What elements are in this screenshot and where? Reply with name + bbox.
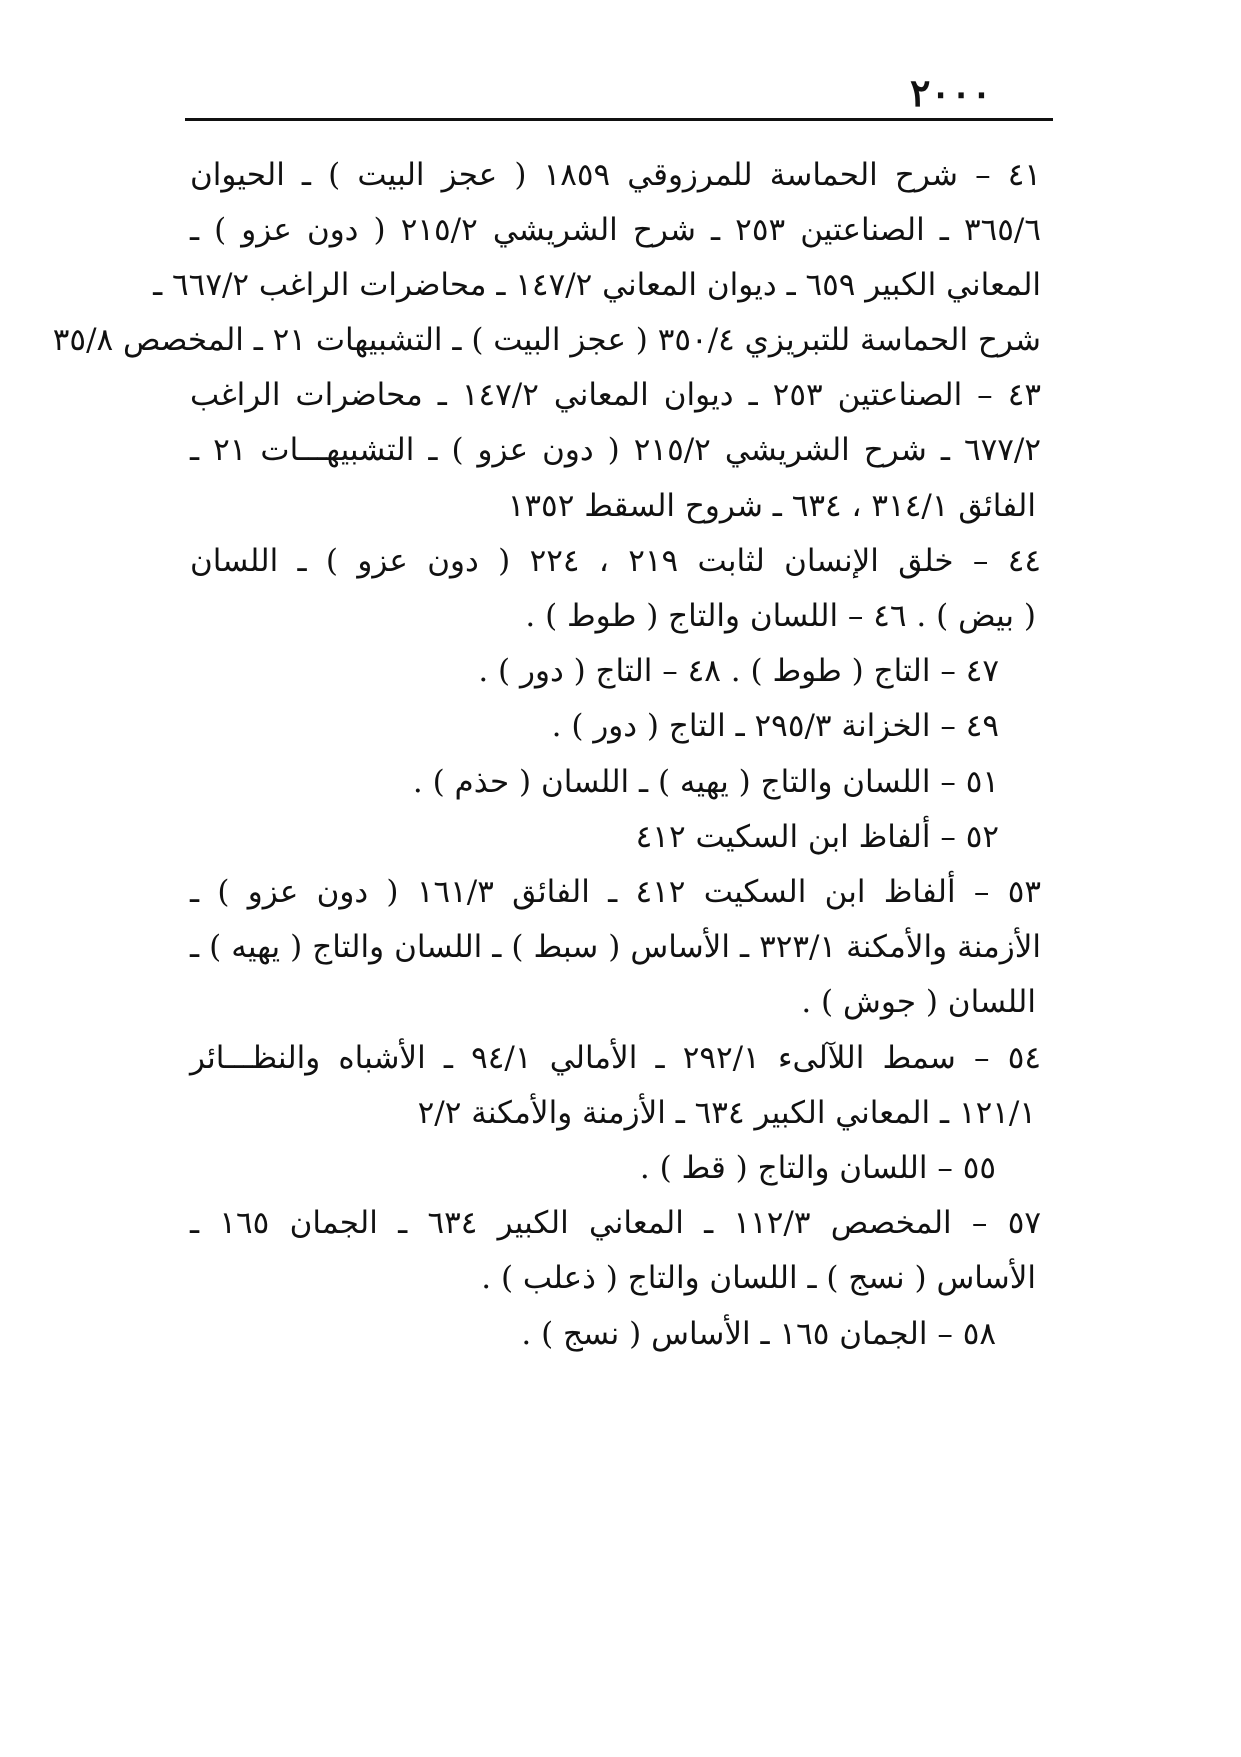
text-line: ٥٧ – المخصص ١١٢/٣ ـ المعاني الكبير ٦٣٤ ـ الجمان ١٦٥ ـ [190,1205,1042,1241]
text-line: ٥٣ – ألفاظ ابن السكيت ٤١٢ ـ الفائق ١٦١/٣ ( دون عزو ) ـ [190,874,1042,910]
text-line: ٥٨ – الجمان ١٦٥ ـ الأساس ( نسج ) . [521,1316,996,1352]
text-line: ( بيض ) . ٤٦ – اللسان والتاج ( طوط ) . [525,598,1036,634]
text-line: الأساس ( نسج ) ـ اللسان والتاج ( ذعلب ) . [481,1260,1036,1296]
text-line: ٤٧ – التاج ( طوط ) . ٤٨ – التاج ( دور ) . [478,653,999,689]
text-line: ٦٧٧/٢ ـ شرح الشريشي ٢١٥/٢ ( دون عزو ) ـ التشبيهـــات ٢١ ـ [190,432,1041,468]
text-line: ٥٤ – سمط اللآلىء ٢٩٢/١ ـ الأمالي ٩٤/١ ـ الأشباه والنظـــائر [190,1040,1041,1076]
text-line: اللسان ( جوش ) . [801,984,1036,1020]
text-line: ٤٩ – الخزانة ٢٩٥/٣ ـ التاج ( دور ) . [551,708,999,744]
text-line: الأزمنة والأمكنة ٣٢٣/١ ـ الأساس ( سبط ) ـ اللسان والتاج ( يهيه ) ـ [190,929,1041,965]
text-line: ٤٤ – خلق الإنسان لثابت ٢١٩ ، ٢٢٤ ( دون عزو ) ـ اللسان [190,543,1041,579]
text-line: المعاني الكبير ٦٥٩ ـ ديوان المعاني ١٤٧/٢ ـ محاضرات الراغب ٦٦٧/٢ ـ [153,267,1041,303]
text-line: ٥١ – اللسان والتاج ( يهيه ) ـ اللسان ( حذم ) . [412,764,999,800]
text-line: شرح الحماسة للتبريزي ٣٥٠/٤ ( عجز البيت ) ـ التشبيهات ٢١ ـ المخصص ٣٥/٨ [52,322,1041,358]
text-line: ٥٢ – ألفاظ ابن السكيت ٤١٢ [635,819,999,855]
text-line: ٤٣ – الصناعتين ٢٥٣ ـ ديوان المعاني ١٤٧/٢ ـ محاضرات الراغب [190,377,1042,413]
page-number: ٢٠٠٠ [910,70,992,115]
header-rule [185,118,1053,121]
text-line: ٣٦٥/٦ ـ الصناعتين ٢٥٣ ـ شرح الشريشي ٢١٥/٢ ( دون عزو ) ـ [190,212,1042,248]
text-line: الفائق ٣١٤/١ ، ٦٣٤ ـ شروح السقط ١٣٥٢ [507,488,1036,524]
text-line: ٤١ – شرح الحماسة للمرزوقي ١٨٥٩ ( عجز البيت ) ـ الحيوان [190,157,1042,193]
text-line: ١٢١/١ ـ المعاني الكبير ٦٣٤ ـ الأزمنة والأمكنة ٢/٢ [417,1095,1036,1131]
text-line: ٥٥ – اللسان والتاج ( قط ) . [639,1150,996,1186]
